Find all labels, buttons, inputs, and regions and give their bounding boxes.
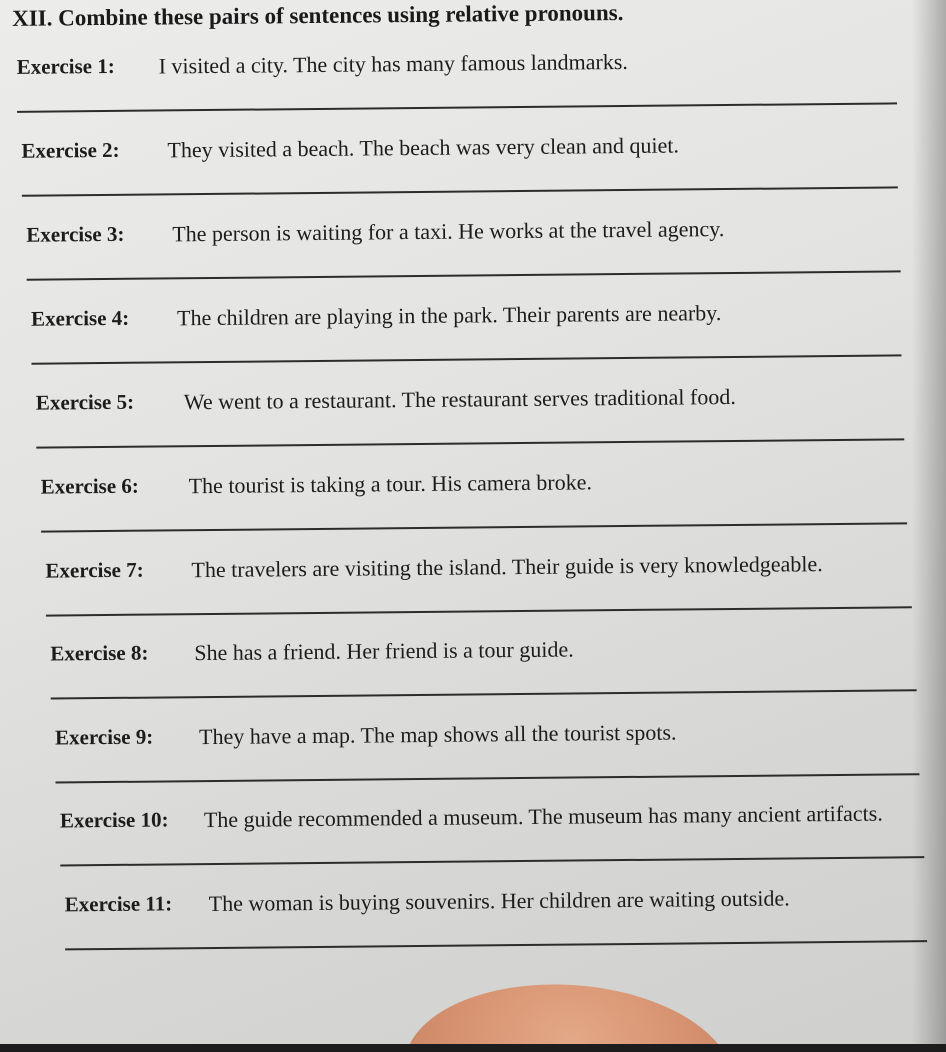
exercise-8 xyxy=(50,633,946,722)
exercise-9 xyxy=(55,717,946,806)
exercise-label: Exercise 9: xyxy=(54,724,154,750)
answer-line[interactable] xyxy=(31,354,901,364)
answer-line[interactable] xyxy=(65,940,927,950)
exercise-sentence: We went to a restaurant. The restaurant serves traditional food. xyxy=(183,383,736,415)
answer-line[interactable] xyxy=(56,773,920,783)
exercise-label: Exercise 1: xyxy=(16,53,115,79)
answer-line[interactable] xyxy=(22,186,898,196)
background-surface xyxy=(0,1044,946,1052)
exercise-label: Exercise 6: xyxy=(40,473,139,499)
exercise-sentence: The person is waiting for a taxi. He works at the travel agency. xyxy=(172,216,725,247)
section-heading: XII. Combine these pairs of sentences using relative pronouns. xyxy=(12,0,624,31)
exercise-sentence: They have a map. The map shows all the tourist spots. xyxy=(198,719,677,750)
exercise-sentence: The tourist is taking a tour. His camera broke. xyxy=(188,469,593,499)
answer-line[interactable] xyxy=(17,102,897,112)
exercise-label: Exercise 8: xyxy=(50,640,149,666)
exercise-label: Exercise 2: xyxy=(21,137,120,163)
answer-line[interactable] xyxy=(41,522,907,532)
exercise-sentence: I visited a city. The city has many famous landmarks. xyxy=(158,48,628,79)
exercise-3 xyxy=(26,214,927,303)
exercise-sentence: The travelers are visiting the island. Their guide is very knowledgeable. xyxy=(191,551,823,583)
exercise-11 xyxy=(65,884,946,973)
exercise-5 xyxy=(36,382,937,471)
answer-line[interactable] xyxy=(46,606,912,616)
answer-line[interactable] xyxy=(36,438,904,448)
exercise-7 xyxy=(45,550,946,639)
exercise-sentence: The children are playing in the park. Their parents are nearby. xyxy=(176,300,722,331)
exercise-label: Exercise 10: xyxy=(59,807,169,833)
exercise-sentence: The guide recommended a museum. The museum has many ancient artifacts. xyxy=(203,800,883,833)
exercise-sentence: She has a friend. Her friend is a tour guide. xyxy=(194,636,574,666)
exercise-6 xyxy=(41,466,942,555)
exercise-label: Exercise 5: xyxy=(35,389,135,415)
exercise-label: Exercise 11: xyxy=(64,891,173,917)
answer-line[interactable] xyxy=(51,689,917,699)
exercise-label: Exercise 4: xyxy=(30,305,130,331)
answer-line[interactable] xyxy=(27,270,901,280)
exercise-2 xyxy=(21,130,922,219)
exercise-4 xyxy=(31,298,932,387)
exercise-10 xyxy=(60,800,946,889)
exercise-sentence: The woman is buying souvenirs. Her children are waiting outside. xyxy=(208,885,790,917)
exercise-1 xyxy=(17,46,918,135)
exercise-label: Exercise 7: xyxy=(45,557,144,583)
exercise-sentence: They visited a beach. The beach was very clean and quiet. xyxy=(167,132,680,163)
exercise-label: Exercise 3: xyxy=(26,221,125,247)
answer-line[interactable] xyxy=(60,856,924,866)
